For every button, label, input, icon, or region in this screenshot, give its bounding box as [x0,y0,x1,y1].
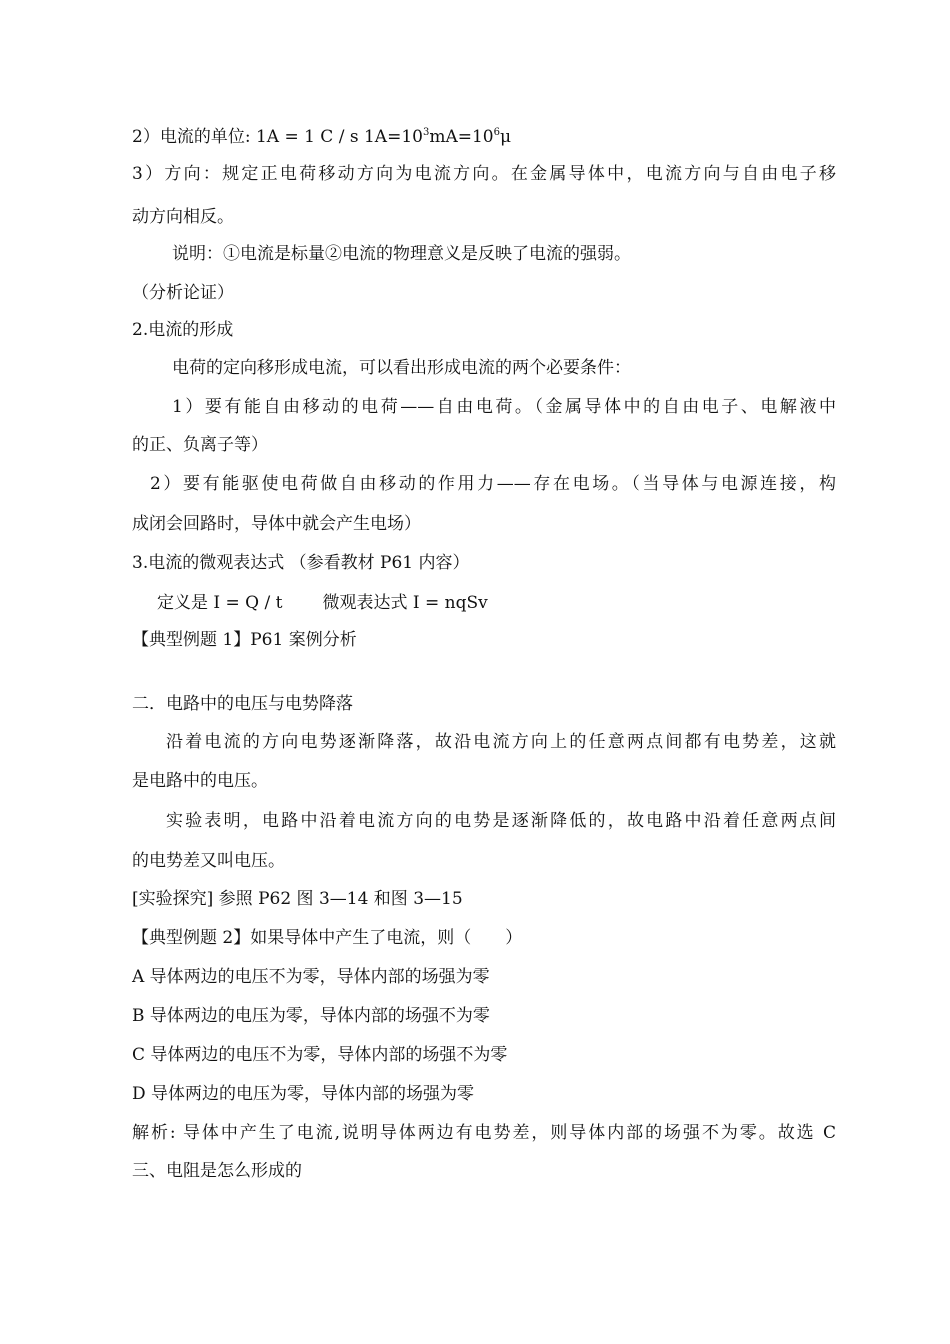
analysis-heading: （分析论证） [132,283,234,303]
option-b: B 导体两边的电压为零，导体内部的场强不为零 [132,1006,490,1026]
formula-line [157,592,488,614]
section-micro-expression: 3.电流的微观表达式 （参看教材 P61 内容） [132,553,470,573]
current-unit-text-2: mA=10 [429,127,494,147]
exponent-3: 3 [422,127,430,138]
current-unit-line [132,126,511,148]
current-unit-text: 2）电流的单位: 1A = 1 C / s 1A=10 [132,127,423,147]
section-resistance: 三、电阻是怎么形成的 [132,1161,302,1181]
exponent-6: 6 [493,127,500,138]
experiment-line: [实验探究] 参照 P62 图 3—14 和图 3—15 [132,889,463,909]
voltage-para-2: 实验表明，电路中沿着电流方向的电势是逐渐降低的，故电路中沿着任意两点间 [166,811,836,831]
option-c: C 导体两边的电压不为零，导体内部的场强不为零 [132,1045,508,1065]
condition-1: 1）要有能自由移动的电荷——自由电荷。（金属导体中的自由电子、电解液中 [172,397,836,417]
example-1: 【典型例题 1】P61 案例分析 [132,630,357,650]
formation-intro: 电荷的定向移形成电流，可以看出形成电流的两个必要条件： [172,358,631,378]
note-line: 说明：①电流是标量②电流的物理意义是反映了电流的强弱。 [172,244,631,264]
micro-formula: 微观表达式 I = nqSv [322,593,488,613]
example-2-question: 【典型例题 2】如果导体中产生了电流，则（ ） [132,928,523,948]
option-d: D 导体两边的电压为零，导体内部的场强为零 [132,1084,475,1104]
voltage-para-1-cont: 是电路中的电压。 [132,771,268,791]
direction-line-cont: 动方向相反。 [132,207,234,227]
option-a: A 导体两边的电压不为零，导体内部的场强为零 [132,967,490,987]
definition-formula: 定义是 I = Q / t [157,593,283,613]
section-voltage: 二．电路中的电压与电势降落 [132,694,353,714]
condition-1-cont: 的正、负离子等） [132,435,268,455]
micro-symbol: μ [499,127,512,147]
section-current-formation: 2.电流的形成 [132,320,234,340]
voltage-para-2-cont: 的电势差又叫电压。 [132,851,285,871]
voltage-para-1: 沿着电流的方向电势逐渐降落，故沿电流方向上的任意两点间都有电势差，这就 [166,732,836,752]
condition-2-cont: 成闭会回路时，导体中就会产生电场） [132,514,421,534]
condition-2: 2）要有能驱使电荷做自由移动的作用力——存在电场。（当导体与电源连接，构 [150,474,836,494]
direction-line: 3）方向：规定正电荷移动方向为电流方向。在金属导体中，电流方向与自由电子移 [132,164,836,184]
solution-line: 解析: 导体中产生了电流,说明导体两边有电势差，则导体内部的场强不为零。故选 C [132,1123,836,1143]
